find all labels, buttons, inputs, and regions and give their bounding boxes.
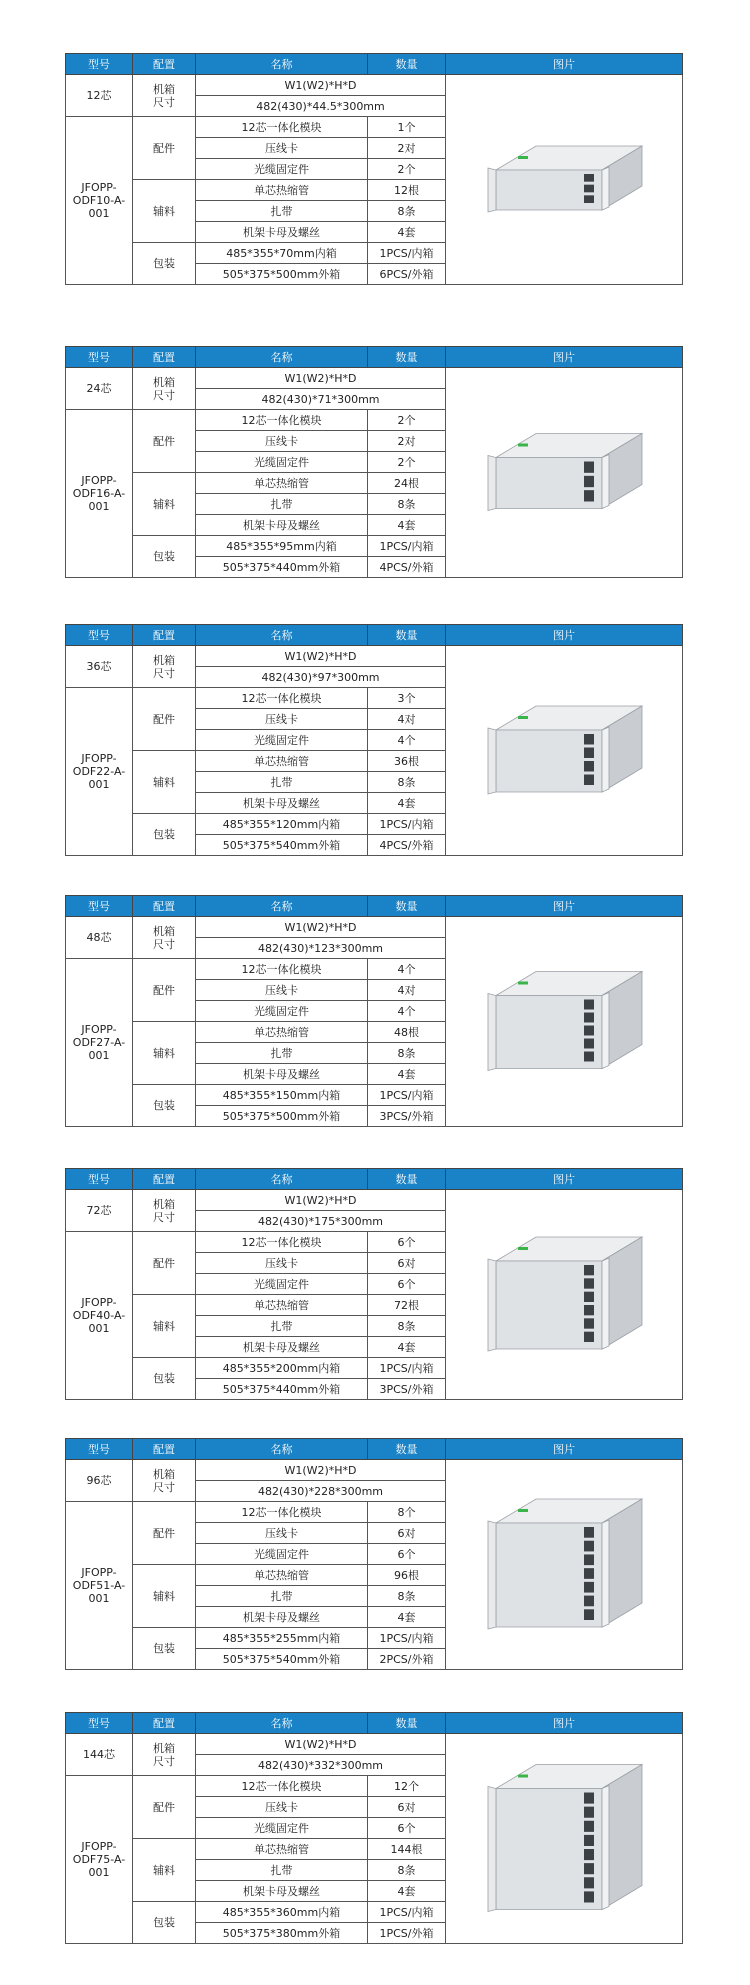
core-count: 36芯 bbox=[66, 646, 133, 688]
dimension-value: 482(430)*123*300mm bbox=[196, 938, 446, 959]
item-name: 单芯热缩管 bbox=[196, 1839, 368, 1860]
spec-table bbox=[65, 1168, 683, 1400]
col-model-header: 型号 bbox=[66, 1169, 133, 1190]
item-name: 光缆固定件 bbox=[196, 159, 368, 180]
col-model-header: 型号 bbox=[66, 625, 133, 646]
col-qty-header: 数量 bbox=[368, 1169, 446, 1190]
config-group-label: 辅料 bbox=[133, 1839, 196, 1902]
table-header-row bbox=[66, 347, 683, 368]
item-qty: 8条 bbox=[368, 494, 446, 515]
item-name: 机架卡母及螺丝 bbox=[196, 1337, 368, 1358]
core-count: 48芯 bbox=[66, 917, 133, 959]
dimension-value: 482(430)*332*300mm bbox=[196, 1755, 446, 1776]
item-qty: 6个 bbox=[368, 1818, 446, 1839]
item-name: 扎带 bbox=[196, 1586, 368, 1607]
col-model-header: 型号 bbox=[66, 1439, 133, 1460]
model-number-line: ODF22-A- bbox=[72, 765, 126, 778]
config-group-label: 辅料 bbox=[133, 473, 196, 536]
table-row bbox=[66, 1460, 683, 1481]
box-size-label-line: 尺寸 bbox=[153, 1754, 175, 1768]
config-group-label: 配件 bbox=[133, 1502, 196, 1565]
item-qty: 4套 bbox=[368, 1607, 446, 1628]
item-qty: 6对 bbox=[368, 1523, 446, 1544]
item-name: 单芯热缩管 bbox=[196, 751, 368, 772]
product-image-cell bbox=[446, 1190, 683, 1400]
col-image-header: 图片 bbox=[446, 1713, 683, 1734]
model-number bbox=[66, 1232, 133, 1400]
col-image-header: 图片 bbox=[446, 54, 683, 75]
box-size-label-line: 机箱 bbox=[153, 82, 175, 96]
dimension-value: 482(430)*44.5*300mm bbox=[196, 96, 446, 117]
table-row bbox=[66, 1734, 683, 1755]
col-model-header: 型号 bbox=[66, 1713, 133, 1734]
box-size-label-line: 机箱 bbox=[153, 1741, 175, 1755]
col-name-header: 名称 bbox=[196, 54, 368, 75]
model-number bbox=[66, 410, 133, 578]
item-name: 压线卡 bbox=[196, 431, 368, 452]
spec-table bbox=[65, 895, 683, 1127]
item-name: 505*375*540mm外箱 bbox=[196, 1649, 368, 1670]
item-name: 压线卡 bbox=[196, 1797, 368, 1818]
item-name: 扎带 bbox=[196, 201, 368, 222]
config-group-label: 辅料 bbox=[133, 180, 196, 243]
item-name: 光缆固定件 bbox=[196, 730, 368, 751]
item-name: 单芯热缩管 bbox=[196, 473, 368, 494]
table-row bbox=[66, 646, 683, 667]
box-size-label-line: 机箱 bbox=[153, 1197, 175, 1211]
odf-chassis-image bbox=[474, 90, 654, 270]
item-qty: 2个 bbox=[368, 410, 446, 431]
table-header-row bbox=[66, 54, 683, 75]
odf-chassis-image bbox=[474, 1475, 654, 1655]
model-number-line: 001 bbox=[88, 1049, 110, 1062]
model-number-line: ODF16-A- bbox=[72, 487, 126, 500]
item-name: 505*375*380mm外箱 bbox=[196, 1923, 368, 1944]
box-size-label bbox=[133, 1190, 196, 1232]
col-qty-header: 数量 bbox=[368, 1713, 446, 1734]
col-config-header: 配置 bbox=[133, 347, 196, 368]
item-qty: 4对 bbox=[368, 709, 446, 730]
item-qty: 1PCS/内箱 bbox=[368, 1628, 446, 1649]
model-number-line: JFOPP- bbox=[81, 1566, 117, 1579]
box-size-label bbox=[133, 1460, 196, 1502]
item-name: 光缆固定件 bbox=[196, 1818, 368, 1839]
item-qty: 144根 bbox=[368, 1839, 446, 1860]
box-size-label-line: 尺寸 bbox=[153, 388, 175, 402]
config-group-label: 包装 bbox=[133, 1358, 196, 1400]
item-name: 485*355*360mm内箱 bbox=[196, 1902, 368, 1923]
config-group-label: 配件 bbox=[133, 1776, 196, 1839]
item-qty: 4PCS/外箱 bbox=[368, 835, 446, 856]
col-image-header: 图片 bbox=[446, 1169, 683, 1190]
spec-table bbox=[65, 1712, 683, 1944]
table-row bbox=[66, 75, 683, 96]
item-name: 485*355*200mm内箱 bbox=[196, 1358, 368, 1379]
item-name: 光缆固定件 bbox=[196, 1544, 368, 1565]
col-qty-header: 数量 bbox=[368, 625, 446, 646]
model-number-line: JFOPP- bbox=[81, 1296, 117, 1309]
col-image-header: 图片 bbox=[446, 896, 683, 917]
model-number bbox=[66, 688, 133, 856]
model-number-line: ODF51-A- bbox=[72, 1579, 126, 1592]
item-qty: 2对 bbox=[368, 431, 446, 452]
item-qty: 3PCS/外箱 bbox=[368, 1106, 446, 1127]
config-group-label: 配件 bbox=[133, 688, 196, 751]
item-name: 485*355*255mm内箱 bbox=[196, 1628, 368, 1649]
item-name: 机架卡母及螺丝 bbox=[196, 793, 368, 814]
model-number-line: JFOPP- bbox=[81, 1840, 117, 1853]
dimension-value: 482(430)*71*300mm bbox=[196, 389, 446, 410]
col-name-header: 名称 bbox=[196, 347, 368, 368]
dimension-value: 482(430)*97*300mm bbox=[196, 667, 446, 688]
item-name: 12芯一体化模块 bbox=[196, 1776, 368, 1797]
item-name: 单芯热缩管 bbox=[196, 1295, 368, 1316]
core-count: 144芯 bbox=[66, 1734, 133, 1776]
item-name: 12芯一体化模块 bbox=[196, 410, 368, 431]
col-model-header: 型号 bbox=[66, 54, 133, 75]
item-qty: 3个 bbox=[368, 688, 446, 709]
item-name: 扎带 bbox=[196, 494, 368, 515]
box-size-label-line: 尺寸 bbox=[153, 1210, 175, 1224]
col-qty-header: 数量 bbox=[368, 347, 446, 368]
item-qty: 4套 bbox=[368, 515, 446, 536]
item-name: 485*355*95mm内箱 bbox=[196, 536, 368, 557]
item-qty: 8条 bbox=[368, 1860, 446, 1881]
item-name: 机架卡母及螺丝 bbox=[196, 515, 368, 536]
model-number-line: 001 bbox=[88, 1592, 110, 1605]
dimension-label: W1(W2)*H*D bbox=[196, 75, 446, 96]
model-number-line: ODF10-A- bbox=[72, 194, 126, 207]
box-size-label-line: 机箱 bbox=[153, 1467, 175, 1481]
item-name: 505*375*440mm外箱 bbox=[196, 557, 368, 578]
item-name: 485*355*120mm内箱 bbox=[196, 814, 368, 835]
item-qty: 4个 bbox=[368, 959, 446, 980]
col-name-header: 名称 bbox=[196, 1713, 368, 1734]
item-name: 505*375*440mm外箱 bbox=[196, 1379, 368, 1400]
model-number-line: JFOPP- bbox=[81, 474, 117, 487]
box-size-label bbox=[133, 75, 196, 117]
item-qty: 1PCS/内箱 bbox=[368, 243, 446, 264]
box-size-label-line: 尺寸 bbox=[153, 937, 175, 951]
item-qty: 36根 bbox=[368, 751, 446, 772]
dimension-label: W1(W2)*H*D bbox=[196, 368, 446, 389]
item-qty: 2对 bbox=[368, 138, 446, 159]
item-name: 机架卡母及螺丝 bbox=[196, 1881, 368, 1902]
col-qty-header: 数量 bbox=[368, 1439, 446, 1460]
model-number-line: JFOPP- bbox=[81, 752, 117, 765]
item-qty: 8条 bbox=[368, 201, 446, 222]
col-qty-header: 数量 bbox=[368, 54, 446, 75]
item-name: 12芯一体化模块 bbox=[196, 688, 368, 709]
item-qty: 4对 bbox=[368, 980, 446, 1001]
item-qty: 6个 bbox=[368, 1544, 446, 1565]
model-number-line: ODF75-A- bbox=[72, 1853, 126, 1866]
config-group-label: 包装 bbox=[133, 1628, 196, 1670]
col-qty-header: 数量 bbox=[368, 896, 446, 917]
item-name: 扎带 bbox=[196, 1860, 368, 1881]
dimension-label: W1(W2)*H*D bbox=[196, 1460, 446, 1481]
spec-table bbox=[65, 624, 683, 856]
box-size-label-line: 尺寸 bbox=[153, 95, 175, 109]
item-name: 505*375*540mm外箱 bbox=[196, 835, 368, 856]
item-qty: 1PCS/内箱 bbox=[368, 1085, 446, 1106]
item-qty: 4套 bbox=[368, 1064, 446, 1085]
config-group-label: 包装 bbox=[133, 814, 196, 856]
item-qty: 12根 bbox=[368, 180, 446, 201]
item-name: 压线卡 bbox=[196, 138, 368, 159]
model-number-line: JFOPP- bbox=[81, 181, 117, 194]
config-group-label: 包装 bbox=[133, 1085, 196, 1127]
model-number bbox=[66, 1776, 133, 1944]
item-qty: 96根 bbox=[368, 1565, 446, 1586]
item-qty: 1PCS/内箱 bbox=[368, 1358, 446, 1379]
item-name: 光缆固定件 bbox=[196, 1274, 368, 1295]
box-size-label-line: 尺寸 bbox=[153, 666, 175, 680]
item-qty: 3PCS/外箱 bbox=[368, 1379, 446, 1400]
item-name: 单芯热缩管 bbox=[196, 1022, 368, 1043]
item-qty: 2PCS/外箱 bbox=[368, 1649, 446, 1670]
box-size-label-line: 机箱 bbox=[153, 375, 175, 389]
model-number-line: ODF27-A- bbox=[72, 1036, 126, 1049]
model-number-line: ODF40-A- bbox=[72, 1309, 126, 1322]
item-qty: 1PCS/内箱 bbox=[368, 814, 446, 835]
box-size-label-line: 尺寸 bbox=[153, 1480, 175, 1494]
item-qty: 4个 bbox=[368, 1001, 446, 1022]
item-name: 机架卡母及螺丝 bbox=[196, 222, 368, 243]
item-qty: 4套 bbox=[368, 793, 446, 814]
config-group-label: 辅料 bbox=[133, 1565, 196, 1628]
col-config-header: 配置 bbox=[133, 625, 196, 646]
item-qty: 48根 bbox=[368, 1022, 446, 1043]
table-row bbox=[66, 1190, 683, 1211]
odf-chassis-image bbox=[474, 383, 654, 563]
dimension-value: 482(430)*175*300mm bbox=[196, 1211, 446, 1232]
dimension-label: W1(W2)*H*D bbox=[196, 917, 446, 938]
item-name: 12芯一体化模块 bbox=[196, 1232, 368, 1253]
odf-chassis-image bbox=[474, 1749, 654, 1929]
box-size-label-line: 机箱 bbox=[153, 653, 175, 667]
table-header-row bbox=[66, 1169, 683, 1190]
item-qty: 1PCS/内箱 bbox=[368, 536, 446, 557]
model-number-line: 001 bbox=[88, 207, 110, 220]
product-image-cell bbox=[446, 1460, 683, 1670]
item-qty: 4PCS/外箱 bbox=[368, 557, 446, 578]
col-config-header: 配置 bbox=[133, 1713, 196, 1734]
item-name: 12芯一体化模块 bbox=[196, 117, 368, 138]
config-group-label: 辅料 bbox=[133, 1295, 196, 1358]
col-name-header: 名称 bbox=[196, 1439, 368, 1460]
item-qty: 8条 bbox=[368, 1316, 446, 1337]
item-qty: 8条 bbox=[368, 1043, 446, 1064]
item-qty: 6PCS/外箱 bbox=[368, 264, 446, 285]
config-group-label: 配件 bbox=[133, 1232, 196, 1295]
item-qty: 4个 bbox=[368, 730, 446, 751]
item-qty: 4套 bbox=[368, 1337, 446, 1358]
odf-chassis-image bbox=[474, 1205, 654, 1385]
item-name: 12芯一体化模块 bbox=[196, 1502, 368, 1523]
config-group-label: 包装 bbox=[133, 536, 196, 578]
item-qty: 4套 bbox=[368, 222, 446, 243]
item-qty: 12个 bbox=[368, 1776, 446, 1797]
item-name: 单芯热缩管 bbox=[196, 180, 368, 201]
table-header-row bbox=[66, 625, 683, 646]
spec-table bbox=[65, 1438, 683, 1670]
dimension-value: 482(430)*228*300mm bbox=[196, 1481, 446, 1502]
table-header-row bbox=[66, 1713, 683, 1734]
table-header-row bbox=[66, 1439, 683, 1460]
item-name: 压线卡 bbox=[196, 1523, 368, 1544]
spec-table bbox=[65, 346, 683, 578]
item-name: 机架卡母及螺丝 bbox=[196, 1607, 368, 1628]
model-number-line: JFOPP- bbox=[81, 1023, 117, 1036]
col-image-header: 图片 bbox=[446, 1439, 683, 1460]
box-size-label bbox=[133, 368, 196, 410]
item-name: 单芯热缩管 bbox=[196, 1565, 368, 1586]
config-group-label: 辅料 bbox=[133, 751, 196, 814]
item-name: 505*375*500mm外箱 bbox=[196, 1106, 368, 1127]
item-name: 扎带 bbox=[196, 1043, 368, 1064]
col-name-header: 名称 bbox=[196, 896, 368, 917]
item-qty: 6个 bbox=[368, 1274, 446, 1295]
box-size-label bbox=[133, 917, 196, 959]
col-name-header: 名称 bbox=[196, 1169, 368, 1190]
item-name: 压线卡 bbox=[196, 709, 368, 730]
col-config-header: 配置 bbox=[133, 1169, 196, 1190]
box-size-label-line: 机箱 bbox=[153, 924, 175, 938]
item-qty: 24根 bbox=[368, 473, 446, 494]
item-name: 485*355*70mm内箱 bbox=[196, 243, 368, 264]
model-number bbox=[66, 117, 133, 285]
config-group-label: 包装 bbox=[133, 243, 196, 285]
product-image-cell bbox=[446, 368, 683, 578]
item-name: 485*355*150mm内箱 bbox=[196, 1085, 368, 1106]
item-qty: 8条 bbox=[368, 1586, 446, 1607]
col-model-header: 型号 bbox=[66, 347, 133, 368]
dimension-label: W1(W2)*H*D bbox=[196, 1190, 446, 1211]
product-image-cell bbox=[446, 917, 683, 1127]
col-image-header: 图片 bbox=[446, 625, 683, 646]
col-model-header: 型号 bbox=[66, 896, 133, 917]
item-qty: 1PCS/内箱 bbox=[368, 1902, 446, 1923]
table-header-row bbox=[66, 896, 683, 917]
item-name: 505*375*500mm外箱 bbox=[196, 264, 368, 285]
odf-chassis-image bbox=[474, 661, 654, 841]
item-name: 机架卡母及螺丝 bbox=[196, 1064, 368, 1085]
col-config-header: 配置 bbox=[133, 1439, 196, 1460]
core-count: 12芯 bbox=[66, 75, 133, 117]
table-row bbox=[66, 368, 683, 389]
product-image-cell bbox=[446, 646, 683, 856]
config-group-label: 配件 bbox=[133, 117, 196, 180]
box-size-label bbox=[133, 1734, 196, 1776]
product-image-cell bbox=[446, 1734, 683, 1944]
item-name: 压线卡 bbox=[196, 980, 368, 1001]
odf-chassis-image bbox=[474, 932, 654, 1112]
item-qty: 6个 bbox=[368, 1232, 446, 1253]
dimension-label: W1(W2)*H*D bbox=[196, 1734, 446, 1755]
model-number-line: 001 bbox=[88, 778, 110, 791]
col-image-header: 图片 bbox=[446, 347, 683, 368]
item-qty: 8个 bbox=[368, 1502, 446, 1523]
model-number-line: 001 bbox=[88, 500, 110, 513]
item-name: 光缆固定件 bbox=[196, 452, 368, 473]
item-name: 扎带 bbox=[196, 772, 368, 793]
core-count: 24芯 bbox=[66, 368, 133, 410]
box-size-label bbox=[133, 646, 196, 688]
table-row bbox=[66, 917, 683, 938]
col-config-header: 配置 bbox=[133, 54, 196, 75]
item-qty: 72根 bbox=[368, 1295, 446, 1316]
col-name-header: 名称 bbox=[196, 625, 368, 646]
config-group-label: 包装 bbox=[133, 1902, 196, 1944]
model-number-line: 001 bbox=[88, 1322, 110, 1335]
item-qty: 1PCS/外箱 bbox=[368, 1923, 446, 1944]
config-group-label: 配件 bbox=[133, 410, 196, 473]
core-count: 72芯 bbox=[66, 1190, 133, 1232]
item-qty: 4套 bbox=[368, 1881, 446, 1902]
item-name: 扎带 bbox=[196, 1316, 368, 1337]
item-name: 12芯一体化模块 bbox=[196, 959, 368, 980]
item-name: 压线卡 bbox=[196, 1253, 368, 1274]
model-number-line: 001 bbox=[88, 1866, 110, 1879]
model-number bbox=[66, 959, 133, 1127]
spec-table bbox=[65, 53, 683, 285]
item-qty: 2个 bbox=[368, 452, 446, 473]
item-qty: 2个 bbox=[368, 159, 446, 180]
item-qty: 6对 bbox=[368, 1797, 446, 1818]
item-name: 光缆固定件 bbox=[196, 1001, 368, 1022]
col-config-header: 配置 bbox=[133, 896, 196, 917]
config-group-label: 辅料 bbox=[133, 1022, 196, 1085]
model-number bbox=[66, 1502, 133, 1670]
item-qty: 1个 bbox=[368, 117, 446, 138]
dimension-label: W1(W2)*H*D bbox=[196, 646, 446, 667]
config-group-label: 配件 bbox=[133, 959, 196, 1022]
core-count: 96芯 bbox=[66, 1460, 133, 1502]
product-image-cell bbox=[446, 75, 683, 285]
item-qty: 6对 bbox=[368, 1253, 446, 1274]
item-qty: 8条 bbox=[368, 772, 446, 793]
